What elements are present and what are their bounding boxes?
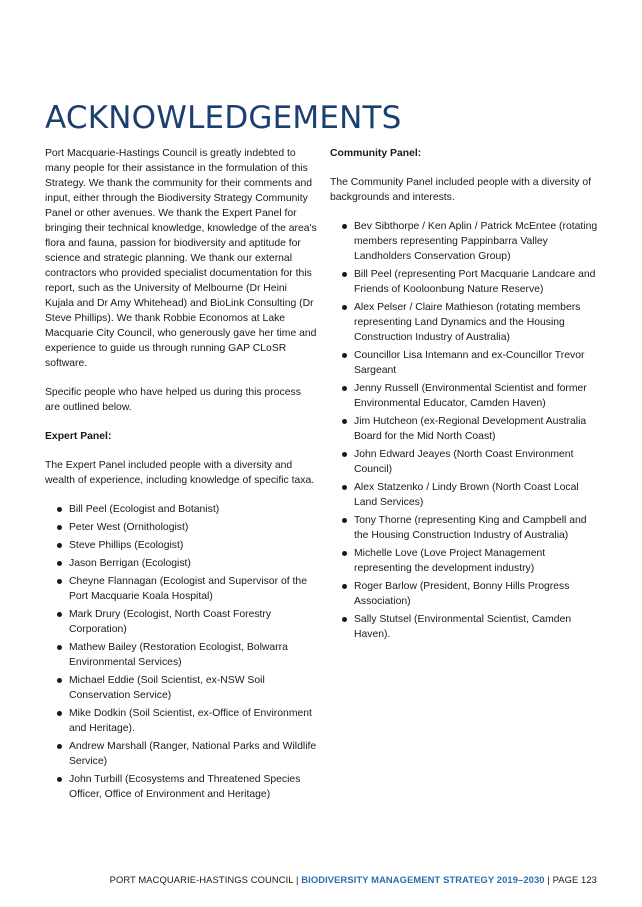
list-item: Roger Barlow (President, Bonny Hills Progress Association)	[330, 579, 598, 609]
list-item: John Turbill (Ecosystems and Threatened Species Officer, Office of Environment and Heritage)	[45, 772, 317, 802]
community-panel-list	[330, 219, 598, 642]
page-title: ACKNOWLEDGEMENTS	[45, 100, 402, 136]
list-item: Alex Pelser / Claire Mathieson (rotating members representing Land Dynamics and the Housing Construction Industry of Australia)	[330, 300, 598, 345]
expert-panel-heading: Expert Panel:	[45, 431, 112, 442]
list-item: Bill Peel (Ecologist and Botanist)	[45, 502, 317, 517]
list-item: Peter West (Ornithologist)	[45, 520, 317, 535]
list-item: Jim Hutcheon (ex-Regional Development Australia Board for the Mid North Coast)	[330, 414, 598, 444]
list-item: Mathew Bailey (Restoration Ecologist, Bolwarra Environmental Services)	[45, 640, 317, 670]
list-item: Cheyne Flannagan (Ecologist and Supervisor of the Port Macquarie Koala Hospital)	[45, 574, 317, 604]
list-item: Michelle Love (Love Project Management representing the development industry)	[330, 546, 598, 576]
list-item: Steve Phillips (Ecologist)	[45, 538, 317, 553]
page-footer	[110, 874, 597, 885]
footer-separator: |	[547, 874, 550, 885]
expert-panel-intro: The Expert Panel included people with a diversity and wealth of experience, including knowledge of specific taxa.	[45, 460, 315, 486]
list-item: John Edward Jeayes (North Coast Environment Council)	[330, 447, 598, 477]
footer-strategy-title: BIODIVERSITY MANAGEMENT STRATEGY 2019–2030	[301, 874, 545, 885]
list-item: Michael Eddie (Soil Scientist, ex-NSW Soil Conservation Service)	[45, 673, 317, 703]
list-item: Councillor Lisa Intemann and ex-Councillor Trevor Sargeant	[330, 348, 598, 378]
right-column	[330, 146, 598, 645]
list-item: Sally Stutsel (Environmental Scientist, Camden Haven).	[330, 612, 598, 642]
community-panel-intro: The Community Panel included people with a diversity of backgrounds and interests.	[330, 177, 592, 203]
specific-people-paragraph: Specific people who have helped us during this process are outlined below.	[45, 387, 301, 413]
left-column	[45, 146, 317, 805]
list-item: Jason Berrigan (Ecologist)	[45, 556, 317, 571]
footer-council: PORT MACQUARIE-HASTINGS COUNCIL	[109, 874, 294, 885]
list-item: Mark Drury (Ecologist, North Coast Forestry Corporation)	[45, 607, 317, 637]
expert-panel-list	[45, 502, 317, 802]
list-item: Bill Peel (representing Port Macquarie Landcare and Friends of Kooloonbung Nature Reserve)	[330, 267, 598, 297]
list-item: Jenny Russell (Environmental Scientist and former Environmental Educator, Camden Haven)	[330, 381, 598, 411]
footer-page-number: PAGE 123	[552, 874, 597, 885]
list-item: Bev Sibthorpe / Ken Aplin / Patrick McEntee (rotating members representing Pappinbarra Valley Landholders Conservation Group)	[330, 219, 598, 264]
community-panel-heading: Community Panel:	[330, 148, 422, 159]
list-item: Tony Thorne (representing King and Campbell and the Housing Construction Industry of Australia)	[330, 513, 598, 543]
list-item: Alex Statzenko / Lindy Brown (North Coast Local Land Services)	[330, 480, 598, 510]
list-item: Mike Dodkin (Soil Scientist, ex-Office of Environment and Heritage).	[45, 706, 317, 736]
intro-paragraph: Port Macquarie-Hastings Council is greatly indebted to many people for their assistance in the formulation of this Strategy. We thank the community for their comments and input, either through the Biodiversity Strategy Community Panel or other avenues. We thank the Expert Panel for bringing their technical knowledge, knowledge of the area's flora and fauna, passion for biodiversity and aptitude for science and strategic planning. We thank our external contractors who provided specialist documentation for this report, such as the University of Melbourne (Dr Heini Kujala and Dr Amy Whitehead) and BioLink Consulting (Dr Steve Phillips). We thank Robbie Economos at Lake Macquarie City Council, who generously gave her time and experience to guide us through running GAP CLoSR software.	[45, 148, 317, 369]
footer-separator: |	[296, 874, 299, 885]
list-item: Andrew Marshall (Ranger, National Parks and Wildlife Service)	[45, 739, 317, 769]
